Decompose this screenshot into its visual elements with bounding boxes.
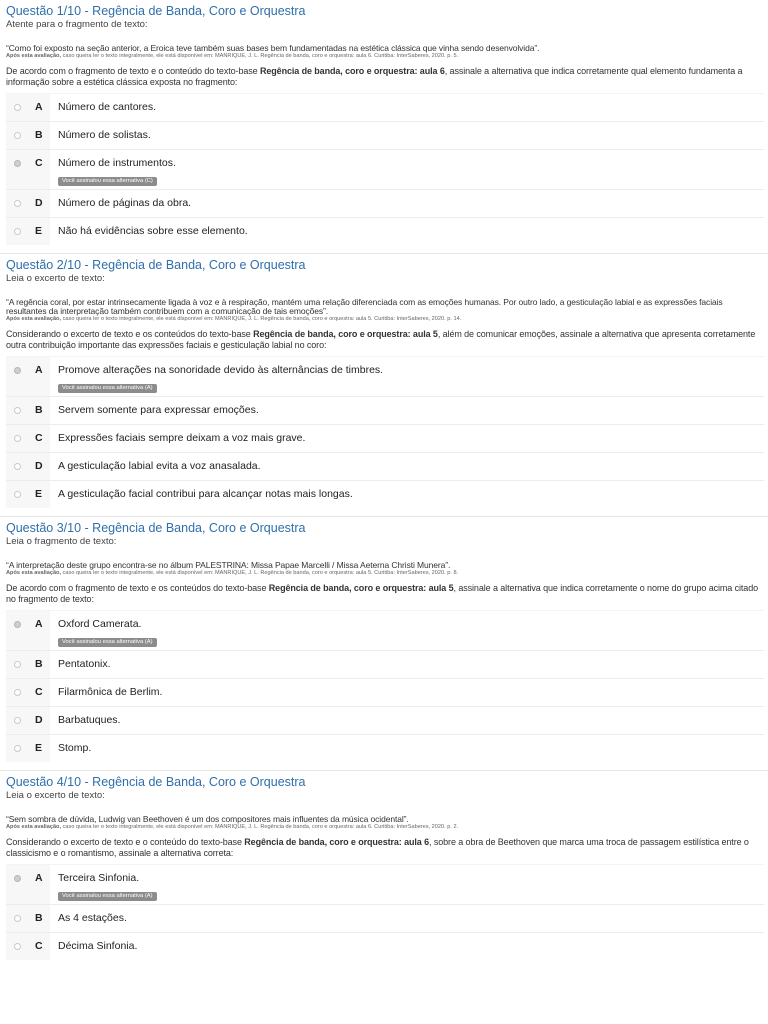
radio-button[interactable] [14, 463, 21, 470]
question-1 [0, 0, 768, 245]
option-text: Filarmônica de Berlim. [58, 686, 163, 698]
radio-button[interactable] [14, 943, 21, 950]
option-text: Oxford Camerata. [58, 618, 142, 630]
option-text: Servem somente para expressar emoções. [58, 404, 259, 416]
option-letter: D [35, 460, 43, 472]
source-lead: Após esta avaliação, [6, 316, 62, 322]
option-text: As 4 estações. [58, 912, 127, 924]
option-text: Terceira Sinfonia. [58, 872, 140, 884]
option-e[interactable] [6, 734, 764, 762]
option-text: Promove alterações na sonoridade devido às alternâncias de timbres. [58, 364, 384, 376]
option-c[interactable] [6, 424, 764, 452]
question-2 [0, 254, 768, 508]
radio-button[interactable] [14, 435, 21, 442]
prompt-pre: De acordo com o fragmento de texto e o conteúdo do texto-base [6, 66, 260, 76]
option-text: A gesticulação labial evita a voz anasalada. [58, 460, 261, 472]
question-prompt [6, 837, 764, 858]
option-text: A gesticulação facial contribui para alcançar notas mais longas. [58, 488, 353, 500]
option-letter: C [35, 157, 43, 169]
question-quote: “A interpretação deste grupo encontra-se no álbum PALESTRINA: Missa Papae Marcelli / Missa Aeterna Christi Munera”. [6, 560, 451, 570]
radio-button[interactable] [14, 745, 21, 752]
options-list [6, 610, 764, 762]
question-prompt [6, 329, 764, 350]
chosen-badge: Você assinalou essa alternativa (A) [58, 384, 157, 393]
source-lead: Após esta avaliação, [6, 570, 62, 576]
option-text: Número de instrumentos. [58, 157, 176, 169]
prompt-post: , assinale a alternativa que indica corretamente qual elemento fundamenta a informação sobre a estética clássica exposta no fragmento: [6, 66, 743, 87]
radio-button-checked[interactable] [14, 367, 21, 374]
option-d[interactable] [6, 189, 764, 217]
option-c[interactable] [6, 932, 764, 960]
radio-button[interactable] [14, 228, 21, 235]
option-letter: C [35, 686, 43, 698]
option-letter: E [35, 488, 43, 500]
prompt-pre: Considerando o excerto de texto e os conteúdos do texto-base [6, 329, 254, 339]
option-b[interactable] [6, 396, 764, 424]
option-a[interactable] [6, 864, 764, 904]
question-intro: Leia o excerto de texto: [6, 273, 105, 284]
source-text: caso queira ler o texto integralmente, ele está disponível em: MANRIQUE, J. L. Regência de banda, coro e orquestra: aula 6. Curitiba: InterSaberes, 2020. p. 2. [62, 824, 459, 830]
radio-button[interactable] [14, 689, 21, 696]
radio-button[interactable] [14, 717, 21, 724]
question-quote: “Sem sombra de dúvida, Ludwig van Beethoven é um dos compositores mais influentes da música ocidental”. [6, 814, 409, 824]
prompt-bold: Regência de banda, coro e orquestra: aula 6 [244, 837, 430, 847]
question-source [6, 570, 764, 576]
question-quote: “A regência coral, por estar intrinsecamente ligada à voz e à respiração, mantém uma relação diferenciada com as emoções humanas. Por outro lado, a gesticulação labial e as expressões faciais resultantes da interpretação também contribuem com a comunicação de tais emoções”. [6, 297, 723, 316]
option-letter: B [35, 404, 43, 416]
option-text: Número de páginas da obra. [58, 197, 192, 209]
radio-button-checked[interactable] [14, 875, 21, 882]
prompt-post: , sobre a obra de Beethoven que marca uma troca de passagem estilística entre o classicismo e o romantismo, assinale a alternativa correta: [6, 837, 749, 858]
option-letter: A [35, 872, 43, 884]
option-text: Pentatonix. [58, 658, 111, 670]
option-text: Stomp. [58, 742, 92, 754]
chosen-badge: Você assinalou essa alternativa (A) [58, 638, 157, 647]
question-prompt [6, 583, 764, 604]
question-source [6, 316, 764, 322]
prompt-post: , além de comunicar emoções, assinale a alternativa que apresenta corretamente outra contribuição importante das expressões faciais e gesticulação labial no coro: [6, 329, 756, 350]
options-list [6, 93, 764, 245]
options-list [6, 864, 764, 960]
option-letter: C [35, 940, 43, 952]
prompt-bold: Regência de banda, coro e orquestra: aula 5 [268, 583, 454, 593]
option-letter: C [35, 432, 43, 444]
radio-button[interactable] [14, 407, 21, 414]
chosen-badge: Você assinalou essa alternativa (A) [58, 892, 157, 901]
question-title: Questão 2/10 - Regência de Banda, Coro e Orquestra [6, 258, 306, 272]
prompt-bold: Regência de banda, coro e orquestra: aula 6 [259, 66, 445, 76]
option-letter: B [35, 129, 43, 141]
question-source [6, 824, 764, 830]
radio-button[interactable] [14, 132, 21, 139]
option-text: Número de cantores. [58, 101, 157, 113]
question-intro: Leia o fragmento de texto: [6, 536, 117, 547]
question-title: Questão 1/10 - Regência de Banda, Coro e Orquestra [6, 4, 306, 18]
option-a[interactable] [6, 610, 764, 650]
option-a[interactable] [6, 356, 764, 396]
question-prompt [6, 66, 764, 87]
option-text: Número de solistas. [58, 129, 151, 141]
prompt-pre: De acordo com o fragmento de texto e os conteúdos do texto-base [6, 583, 269, 593]
prompt-post: , assinale a alternativa que indica corretamente o nome do grupo acima citado no fragmento de texto: [6, 583, 759, 604]
option-b[interactable] [6, 904, 764, 932]
radio-button[interactable] [14, 915, 21, 922]
option-letter: B [35, 658, 43, 670]
option-e[interactable] [6, 217, 764, 245]
question-title: Questão 3/10 - Regência de Banda, Coro e Orquestra [6, 521, 306, 535]
option-letter: E [35, 225, 43, 237]
source-text: caso queira ler o texto integralmente, ele está disponível em: MANRIQUE, J. L. Regência de banda, coro e orquestra: aula 6. Curitiba: InterSaberes, 2020. p. 5. [62, 53, 459, 59]
source-text: caso queira ler o texto integralmente, ele está disponível em: MANRIQUE, J. L. Regência de banda, coro e orquestra: aula 5. Curitiba: InterSaberes, 2020. p. 8. [62, 570, 459, 576]
option-text: Décima Sinfonia. [58, 940, 138, 952]
option-b[interactable] [6, 121, 764, 149]
radio-button[interactable] [14, 661, 21, 668]
option-letter: D [35, 197, 43, 209]
radio-button-checked[interactable] [14, 621, 21, 628]
question-intro: Leia o excerto de texto: [6, 790, 105, 801]
option-d[interactable] [6, 706, 764, 734]
prompt-bold: Regência de banda, coro e orquestra: aula 5 [253, 329, 438, 339]
question-3 [0, 517, 768, 762]
question-quote: “Como foi exposto na seção anterior, a Eroica teve também suas bases bem fundamentadas na estética clássica que vinha sendo desenvolvida”. [6, 43, 540, 53]
chosen-badge: Você assinalou essa alternativa (C) [58, 177, 157, 186]
option-letter: B [35, 912, 43, 924]
option-d[interactable] [6, 452, 764, 480]
option-b[interactable] [6, 650, 764, 678]
option-text: Não há evidências sobre esse elemento. [58, 225, 248, 237]
option-c[interactable] [6, 678, 764, 706]
option-letter: A [35, 618, 43, 630]
prompt-pre: Considerando o excerto de texto e o conteúdo do texto-base [6, 837, 245, 847]
option-letter: A [35, 101, 43, 113]
question-title: Questão 4/10 - Regência de Banda, Coro e Orquestra [6, 775, 306, 789]
option-a[interactable] [6, 93, 764, 121]
radio-button-checked[interactable] [14, 160, 21, 167]
option-c[interactable] [6, 149, 764, 189]
question-4 [0, 771, 768, 960]
source-text: caso queira ler o texto integralmente, ele está disponível em: MANRIQUE, J. L. Regência de banda, coro e orquestra: aula 5. Curitiba: InterSaberes, 2020. p. 14. [62, 316, 462, 322]
source-lead: Após esta avaliação, [6, 824, 62, 830]
option-letter: D [35, 714, 43, 726]
question-source [6, 53, 764, 59]
radio-button[interactable] [14, 491, 21, 498]
option-letter: E [35, 742, 43, 754]
option-letter: A [35, 364, 43, 376]
question-intro: Atente para o fragmento de texto: [6, 19, 148, 30]
source-lead: Após esta avaliação, [6, 53, 62, 59]
option-e[interactable] [6, 480, 764, 508]
option-text: Expressões faciais sempre deixam a voz mais grave. [58, 432, 306, 444]
radio-button[interactable] [14, 200, 21, 207]
radio-button[interactable] [14, 104, 21, 111]
options-list [6, 356, 764, 508]
option-text: Barbatuques. [58, 714, 121, 726]
